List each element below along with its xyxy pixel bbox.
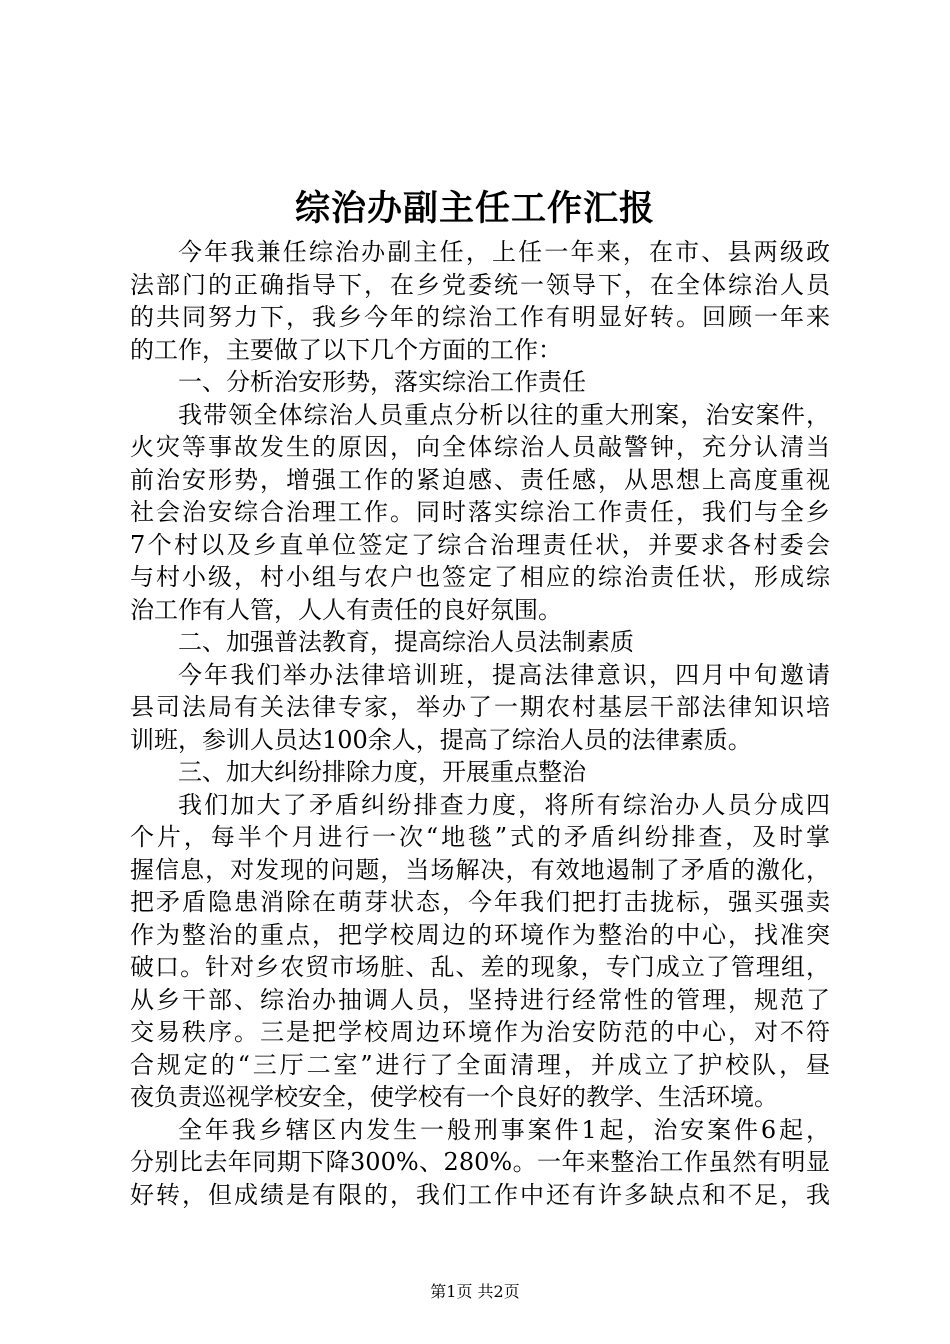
text-line: 三、加大纠纷排除力度，开展重点整治 (178, 758, 586, 786)
text-line: 交易秩序。三是把学校周边环境作为治安防范的中心，对不符 (130, 1018, 830, 1046)
text-line: 从乡干部、综治办抽调人员，坚持进行经常性的管理，规范了 (130, 985, 830, 1014)
text-line: 分别比去年同期下降300%、280%。一年来整治工作虽然有明显 (130, 1148, 830, 1176)
text-line: 好转，但成绩是有限的，我们工作中还有许多缺点和不足，我 (130, 1180, 830, 1209)
text-line: 把矛盾隐患消除在萌芽状态，今年我们把打击拢标，强买强卖 (130, 888, 830, 916)
document-body (130, 236, 830, 1211)
text-line: 火灾等事故发生的原因，向全体综治人员敲警钟，充分认清当 (130, 433, 830, 461)
text-line: 的共同努力下，我乡今年的综治工作有明显好转。回顾一年来 (130, 303, 830, 331)
text-line: 个片，每半个月进行一次“地毯”式的矛盾纠纷排查，及时掌 (130, 823, 830, 851)
text-line: 握信息，对发现的问题，当场解决，有效地遏制了矛盾的激化， (130, 855, 830, 884)
text-line: 我带领全体综治人员重点分析以往的重大刑案，治安案件， (178, 400, 830, 429)
text-line: 的工作，主要做了以下几个方面的工作： (130, 335, 562, 364)
text-line: 今年我们举办法律培训班，提高法律意识，四月中旬邀请 (178, 660, 830, 689)
text-line: 全年我乡辖区内发生一般刑事案件1起，治安案件6起， (178, 1115, 830, 1144)
text-line: 训班，参训人员达100余人，提高了综治人员的法律素质。 (130, 725, 752, 754)
text-line: 一、分析治安形势，落实综治工作责任 (178, 368, 586, 396)
text-line: 与村小级，村小组与农户也签定了相应的综治责任状，形成综 (130, 563, 830, 591)
text-line: 夜负责巡视学校安全，使学校有一个良好的教学、生活环境。 (130, 1083, 778, 1111)
text-line: 我们加大了矛盾纠纷排查力度，将所有综治办人员分成四 (178, 790, 830, 819)
text-line: 法部门的正确指导下，在乡党委统一领导下，在全体综治人员 (130, 270, 830, 299)
text-line: 合规定的“三厅二室”进行了全面清理，并成立了护校队，昼 (130, 1050, 830, 1079)
text-line: 二、加强普法教育，提高综治人员法制素质 (178, 628, 634, 656)
text-line: 作为整治的重点，把学校周边的环境作为整治的中心，找准突 (130, 920, 830, 949)
document-title: 综治办副主任工作汇报 (294, 188, 655, 229)
text-line: 县司法局有关法律专家，举办了一期农村基层干部法律知识培 (130, 693, 830, 721)
text-line: 治工作有人管，人人有责任的良好氛围。 (130, 595, 562, 624)
text-line: 破口。针对乡农贸市场脏、乱、差的现象，专门成立了管理组， (130, 953, 830, 981)
page-footer: 第1页 共2页 (430, 1282, 520, 1301)
text-line: 社会治安综合治理工作。同时落实综治工作责任，我们与全乡 (130, 498, 830, 526)
text-line: 7个村以及乡直单位签定了综合治理责任状，并要求各村委会 (130, 530, 830, 559)
text-line: 前治安形势，增强工作的紧迫感、责任感，从思想上高度重视 (130, 465, 830, 494)
text-line: 今年我兼任综治办副主任，上任一年来，在市、县两级政 (178, 238, 830, 266)
